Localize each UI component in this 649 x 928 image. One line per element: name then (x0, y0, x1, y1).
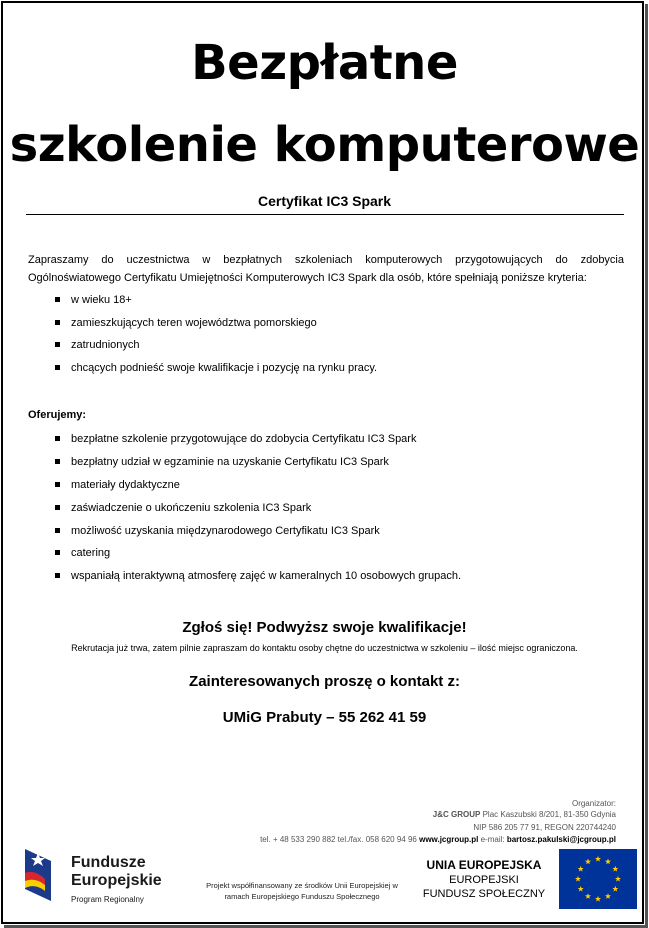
fundusze-europejskie-text (71, 854, 162, 890)
organizer-tel: tel. + 48 533 290 882 tel./fax. 058 620 94 96 (260, 835, 417, 844)
list-item: bezpłatne szkolenie przygotowujące do zdobycia Certyfikatu IC3 Spark (71, 433, 417, 445)
list-item: zamieszkujących teren województwa pomorskiego (71, 317, 317, 329)
offer-heading: Oferujemy: (28, 409, 87, 421)
fe-program: Program Regionalny (71, 895, 144, 904)
list-item: catering (71, 547, 111, 559)
contact-prompt: Zainteresowanych proszę o kontakt z: (189, 673, 460, 690)
fe-line-1: Fundusze (71, 854, 146, 871)
organizer-contact-line (260, 835, 616, 844)
list-item: materiały dydaktyczne (71, 479, 180, 491)
intro-paragraph: Zapraszamy do uczestnictwa w bezpłatnych szkoleniach komputerowych przygotowujących do zdobycia Ogólnoświatowego Certyfikatu Umiejętności Komputerowych IC3 Spark dla osób, które spełniają poniższe kryteria: (28, 254, 624, 284)
fe-line-2: Europejskie (71, 872, 162, 889)
organizer-company: J&C GROUP (432, 810, 481, 819)
list-item: zatrudnionych (71, 339, 140, 351)
contact-info: UMiG Prabuty – 55 262 41 59 (222, 709, 427, 726)
organizer-ids: NIP 586 205 77 91, REGON 220744240 (473, 823, 616, 832)
list-item: zaświadczenie o ukończeniu szkolenia IC3 Spark (71, 502, 312, 514)
organizer-email-link[interactable]: bartosz.pakulski@jcgroup.pl (506, 835, 616, 844)
subtitle: Certyfikat IC3 Spark (257, 193, 392, 209)
cofund-line-1: Projekt współfinansowany ze środków Unii Europejskiej w (206, 881, 398, 890)
organizer-email-label: e-mail: (480, 835, 505, 844)
organizer-label: Organizator: (571, 799, 616, 808)
divider (26, 214, 624, 215)
flyer-page (1, 1, 644, 924)
title-line-2: szkolenie komputerowe (9, 117, 640, 173)
list-item: możliwość uzyskania międzynarodowego Certyfikatu IC3 Spark (71, 525, 380, 537)
list-item: chcących podnieść swoje kwalifikacje i pozycję na rynku pracy. (71, 362, 378, 374)
eu-title: UNIA EUROPEJSKA (426, 858, 542, 872)
cofunding-note (189, 880, 415, 902)
eu-fund-name (416, 873, 552, 901)
list-item: w wieku 18+ (71, 294, 132, 306)
cofund-line-2: ramach Europejskiego Funduszu Społecznego (224, 892, 380, 901)
organizer-address: Plac Kaszubski 8/201, 81-350 Gdynia (482, 810, 616, 819)
eu-fund-line-1: EUROPEJSKI (449, 874, 519, 886)
list-item: bezpłatny udział w egzaminie na uzyskanie Certyfikatu IC3 Spark (71, 456, 389, 468)
fundusze-europejskie-logo-icon (21, 843, 61, 903)
organizer-website-link[interactable]: www.jcgroup.pl (419, 835, 479, 844)
organizer-address-line (433, 810, 616, 819)
cta-headline: Zgłoś się! Podwyższ swoje kwalifikacje! (182, 619, 467, 636)
cta-note: Rekrutacja już trwa, zatem pilnie zapraszam do kontaktu osoby chętne do uczestnictwa w szkoleniu – ilość miejsc ograniczona. (71, 643, 578, 653)
list-item: wspaniałą interaktywną atmosferę zajęć w kameralnych 10 osobowych grupach. (71, 570, 462, 582)
title-line-1: Bezpłatne (191, 35, 458, 91)
eu-flag-icon (559, 849, 637, 909)
eu-fund-line-2: FUNDUSZ SPOŁECZNY (422, 888, 546, 900)
